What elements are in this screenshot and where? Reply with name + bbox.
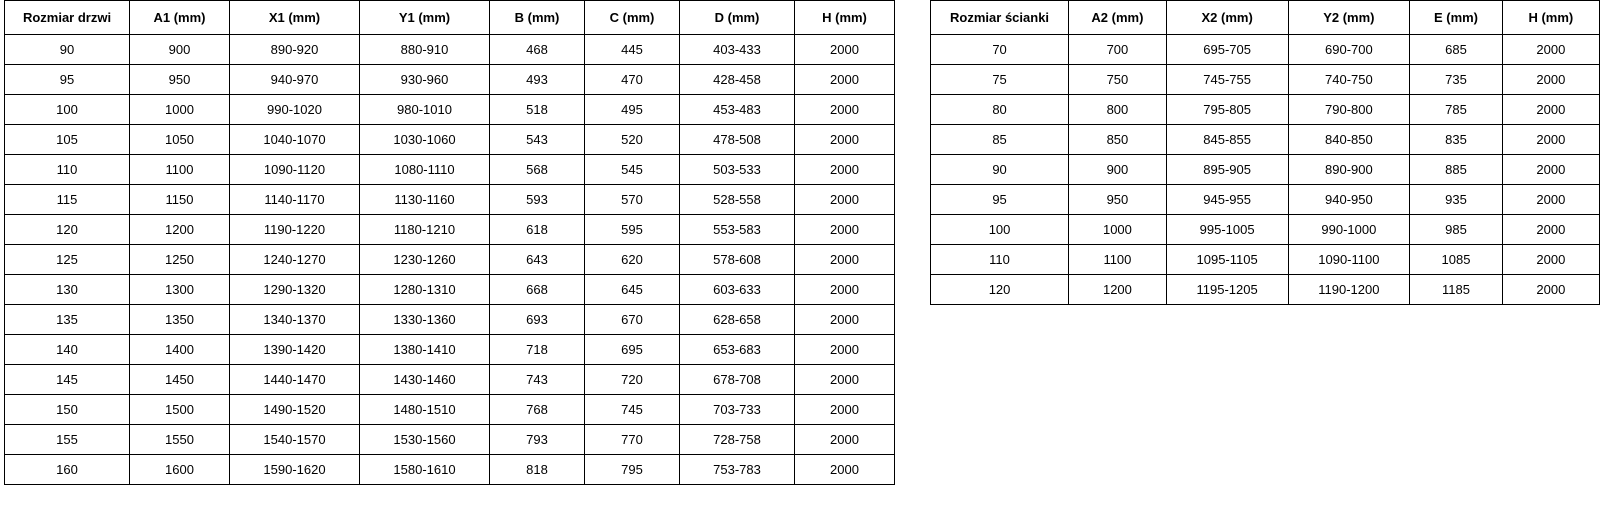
table-row	[931, 65, 1600, 95]
table-cell: 603-633	[680, 275, 795, 305]
table-cell: 553-583	[680, 215, 795, 245]
walls-column-header: E (mm)	[1410, 1, 1503, 35]
table-cell: 545	[585, 155, 680, 185]
table-cell: 100	[5, 95, 130, 125]
table-cell: 75	[931, 65, 1069, 95]
walls-table-head	[931, 1, 1600, 35]
table-cell: 950	[1069, 185, 1167, 215]
table-cell: 785	[1410, 95, 1503, 125]
table-cell: 155	[5, 425, 130, 455]
table-cell: 70	[931, 35, 1069, 65]
table-cell: 135	[5, 305, 130, 335]
table-cell: 160	[5, 455, 130, 485]
table-cell: 1100	[1069, 245, 1167, 275]
table-cell: 1085	[1410, 245, 1503, 275]
table-cell: 1090-1120	[230, 155, 360, 185]
table-cell: 1230-1260	[360, 245, 490, 275]
table-cell: 2000	[1502, 95, 1599, 125]
walls-column-header: Y2 (mm)	[1288, 1, 1410, 35]
table-cell: 1000	[130, 95, 230, 125]
table-cell: 685	[1410, 35, 1503, 65]
table-cell: 140	[5, 335, 130, 365]
table-cell: 995-1005	[1166, 215, 1288, 245]
table-cell: 1250	[130, 245, 230, 275]
table-row	[5, 215, 895, 245]
table-cell: 1350	[130, 305, 230, 335]
table-cell: 453-483	[680, 95, 795, 125]
table-cell: 543	[490, 125, 585, 155]
table-cell: 835	[1410, 125, 1503, 155]
walls-table-container	[930, 0, 1600, 305]
table-cell: 890-920	[230, 35, 360, 65]
table-row	[5, 245, 895, 275]
table-cell: 2000	[1502, 65, 1599, 95]
doors-table-head	[5, 1, 895, 35]
table-cell: 90	[5, 35, 130, 65]
table-row	[5, 95, 895, 125]
table-cell: 115	[5, 185, 130, 215]
doors-column-header: X1 (mm)	[230, 1, 360, 35]
table-cell: 1480-1510	[360, 395, 490, 425]
table-cell: 2000	[1502, 185, 1599, 215]
doors-column-header: D (mm)	[680, 1, 795, 35]
table-cell: 2000	[795, 275, 895, 305]
table-row	[5, 365, 895, 395]
table-cell: 695	[585, 335, 680, 365]
doors-column-header: Rozmiar drzwi	[5, 1, 130, 35]
table-row	[5, 275, 895, 305]
table-cell: 2000	[795, 305, 895, 335]
table-cell: 125	[5, 245, 130, 275]
table-cell: 990-1000	[1288, 215, 1410, 245]
table-cell: 768	[490, 395, 585, 425]
table-cell: 120	[931, 275, 1069, 305]
doors-column-header: C (mm)	[585, 1, 680, 35]
table-cell: 1380-1410	[360, 335, 490, 365]
table-cell: 2000	[795, 335, 895, 365]
table-cell: 770	[585, 425, 680, 455]
table-cell: 2000	[795, 125, 895, 155]
walls-column-header: H (mm)	[1502, 1, 1599, 35]
doors-column-header: A1 (mm)	[130, 1, 230, 35]
doors-dimensions-table	[4, 0, 895, 485]
table-row	[931, 95, 1600, 125]
table-cell: 593	[490, 185, 585, 215]
table-cell: 403-433	[680, 35, 795, 65]
table-cell: 100	[931, 215, 1069, 245]
table-cell: 930-960	[360, 65, 490, 95]
table-cell: 478-508	[680, 125, 795, 155]
table-cell: 150	[5, 395, 130, 425]
table-cell: 1290-1320	[230, 275, 360, 305]
table-cell: 1540-1570	[230, 425, 360, 455]
table-cell: 2000	[1502, 245, 1599, 275]
table-cell: 1400	[130, 335, 230, 365]
table-cell: 110	[931, 245, 1069, 275]
table-header-row	[5, 1, 895, 35]
table-cell: 693	[490, 305, 585, 335]
table-cell: 890-900	[1288, 155, 1410, 185]
table-cell: 2000	[795, 395, 895, 425]
table-cell: 1530-1560	[360, 425, 490, 455]
table-cell: 1600	[130, 455, 230, 485]
table-cell: 95	[931, 185, 1069, 215]
table-cell: 445	[585, 35, 680, 65]
table-cell: 668	[490, 275, 585, 305]
table-cell: 1185	[1410, 275, 1503, 305]
table-cell: 2000	[1502, 35, 1599, 65]
table-row	[931, 125, 1600, 155]
table-row	[5, 35, 895, 65]
table-row	[5, 455, 895, 485]
table-row	[5, 305, 895, 335]
table-cell: 428-458	[680, 65, 795, 95]
table-cell: 700	[1069, 35, 1167, 65]
table-cell: 145	[5, 365, 130, 395]
table-cell: 1550	[130, 425, 230, 455]
table-cell: 1040-1070	[230, 125, 360, 155]
table-cell: 745-755	[1166, 65, 1288, 95]
table-cell: 495	[585, 95, 680, 125]
table-cell: 1430-1460	[360, 365, 490, 395]
doors-column-header: Y1 (mm)	[360, 1, 490, 35]
table-cell: 595	[585, 215, 680, 245]
table-cell: 950	[130, 65, 230, 95]
table-cell: 2000	[795, 155, 895, 185]
table-cell: 643	[490, 245, 585, 275]
table-cell: 2000	[1502, 215, 1599, 245]
table-cell: 468	[490, 35, 585, 65]
table-cell: 935	[1410, 185, 1503, 215]
walls-dimensions-table	[930, 0, 1600, 305]
table-cell: 800	[1069, 95, 1167, 125]
table-cell: 728-758	[680, 425, 795, 455]
table-cell: 1450	[130, 365, 230, 395]
table-row	[931, 155, 1600, 185]
table-cell: 1140-1170	[230, 185, 360, 215]
table-cell: 85	[931, 125, 1069, 155]
table-cell: 130	[5, 275, 130, 305]
table-cell: 1190-1200	[1288, 275, 1410, 305]
table-cell: 578-608	[680, 245, 795, 275]
doors-table-container	[4, 0, 895, 485]
table-cell: 620	[585, 245, 680, 275]
table-cell: 95	[5, 65, 130, 95]
table-cell: 503-533	[680, 155, 795, 185]
table-cell: 470	[585, 65, 680, 95]
table-cell: 1200	[1069, 275, 1167, 305]
table-cell: 743	[490, 365, 585, 395]
table-cell: 880-910	[360, 35, 490, 65]
table-cell: 1190-1220	[230, 215, 360, 245]
table-cell: 735	[1410, 65, 1503, 95]
table-cell: 2000	[795, 425, 895, 455]
table-row	[5, 425, 895, 455]
table-row	[5, 155, 895, 185]
table-cell: 945-955	[1166, 185, 1288, 215]
table-row	[931, 275, 1600, 305]
table-cell: 1130-1160	[360, 185, 490, 215]
table-cell: 985	[1410, 215, 1503, 245]
table-cell: 840-850	[1288, 125, 1410, 155]
table-row	[931, 215, 1600, 245]
table-cell: 793	[490, 425, 585, 455]
table-cell: 703-733	[680, 395, 795, 425]
table-cell: 1200	[130, 215, 230, 245]
table-cell: 690-700	[1288, 35, 1410, 65]
doors-column-header: H (mm)	[795, 1, 895, 35]
table-cell: 1240-1270	[230, 245, 360, 275]
walls-column-header: Rozmiar ścianki	[931, 1, 1069, 35]
table-cell: 900	[130, 35, 230, 65]
table-cell: 618	[490, 215, 585, 245]
table-cell: 1300	[130, 275, 230, 305]
table-cell: 753-783	[680, 455, 795, 485]
table-cell: 1030-1060	[360, 125, 490, 155]
table-cell: 2000	[795, 245, 895, 275]
table-cell: 1390-1420	[230, 335, 360, 365]
table-cell: 818	[490, 455, 585, 485]
table-cell: 940-950	[1288, 185, 1410, 215]
table-cell: 990-1020	[230, 95, 360, 125]
table-cell: 90	[931, 155, 1069, 185]
table-cell: 2000	[795, 455, 895, 485]
table-cell: 645	[585, 275, 680, 305]
table-cell: 1050	[130, 125, 230, 155]
table-cell: 2000	[795, 35, 895, 65]
table-cell: 1090-1100	[1288, 245, 1410, 275]
table-cell: 2000	[795, 365, 895, 395]
table-cell: 1150	[130, 185, 230, 215]
walls-column-header: X2 (mm)	[1166, 1, 1288, 35]
table-row	[5, 125, 895, 155]
table-row	[931, 245, 1600, 275]
table-cell: 520	[585, 125, 680, 155]
table-cell: 745	[585, 395, 680, 425]
table-cell: 850	[1069, 125, 1167, 155]
table-cell: 2000	[1502, 125, 1599, 155]
table-row	[5, 335, 895, 365]
table-cell: 845-855	[1166, 125, 1288, 155]
table-cell: 120	[5, 215, 130, 245]
table-cell: 1000	[1069, 215, 1167, 245]
table-row	[5, 395, 895, 425]
table-cell: 1100	[130, 155, 230, 185]
walls-column-header: A2 (mm)	[1069, 1, 1167, 35]
table-cell: 795-805	[1166, 95, 1288, 125]
table-cell: 628-658	[680, 305, 795, 335]
table-cell: 795	[585, 455, 680, 485]
table-cell: 518	[490, 95, 585, 125]
table-cell: 678-708	[680, 365, 795, 395]
table-cell: 900	[1069, 155, 1167, 185]
table-cell: 980-1010	[360, 95, 490, 125]
table-cell: 568	[490, 155, 585, 185]
table-cell: 940-970	[230, 65, 360, 95]
table-cell: 110	[5, 155, 130, 185]
table-cell: 718	[490, 335, 585, 365]
table-cell: 740-750	[1288, 65, 1410, 95]
table-cell: 720	[585, 365, 680, 395]
doors-table-body	[5, 35, 895, 485]
table-cell: 2000	[795, 185, 895, 215]
table-cell: 1180-1210	[360, 215, 490, 245]
table-cell: 695-705	[1166, 35, 1288, 65]
table-cell: 885	[1410, 155, 1503, 185]
table-cell: 1330-1360	[360, 305, 490, 335]
table-cell: 1440-1470	[230, 365, 360, 395]
table-row	[931, 35, 1600, 65]
table-cell: 1280-1310	[360, 275, 490, 305]
table-cell: 670	[585, 305, 680, 335]
table-cell: 1095-1105	[1166, 245, 1288, 275]
table-cell: 1490-1520	[230, 395, 360, 425]
table-row	[5, 185, 895, 215]
table-cell: 528-558	[680, 185, 795, 215]
table-row	[5, 65, 895, 95]
table-cell: 1080-1110	[360, 155, 490, 185]
walls-table-body	[931, 35, 1600, 305]
table-cell: 1340-1370	[230, 305, 360, 335]
table-cell: 105	[5, 125, 130, 155]
table-cell: 1195-1205	[1166, 275, 1288, 305]
table-cell: 895-905	[1166, 155, 1288, 185]
table-cell: 750	[1069, 65, 1167, 95]
table-cell: 1580-1610	[360, 455, 490, 485]
table-cell: 1500	[130, 395, 230, 425]
table-cell: 2000	[1502, 155, 1599, 185]
table-cell: 2000	[1502, 275, 1599, 305]
table-row	[931, 185, 1600, 215]
table-cell: 2000	[795, 95, 895, 125]
table-header-row	[931, 1, 1600, 35]
table-cell: 570	[585, 185, 680, 215]
table-cell: 790-800	[1288, 95, 1410, 125]
table-cell: 80	[931, 95, 1069, 125]
table-cell: 653-683	[680, 335, 795, 365]
table-cell: 2000	[795, 215, 895, 245]
doors-column-header: B (mm)	[490, 1, 585, 35]
table-cell: 1590-1620	[230, 455, 360, 485]
table-cell: 2000	[795, 65, 895, 95]
table-cell: 493	[490, 65, 585, 95]
